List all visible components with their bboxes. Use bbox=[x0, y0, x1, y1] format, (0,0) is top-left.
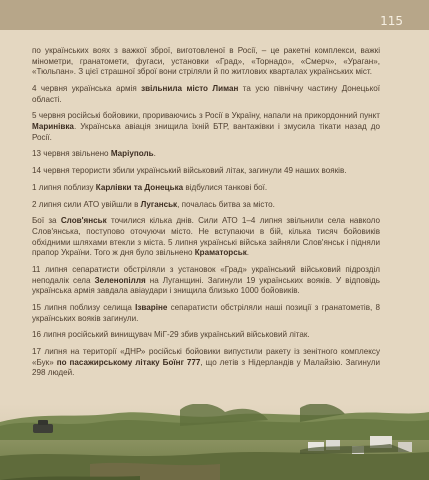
text-run: сепаратисти обстріляли наші позиції з гранатометів, 8 українських вояків загинули. bbox=[32, 302, 380, 323]
paragraph bbox=[32, 303, 380, 324]
text-run: , почалась битва за місто. bbox=[177, 199, 275, 209]
emphasis-text: звільнила місто Лиман bbox=[141, 83, 239, 93]
text-run: та усю північну частину Донецької області. bbox=[32, 83, 380, 104]
emphasis-text: Карлівки та Донецька bbox=[95, 182, 184, 192]
emphasis-text: Слов'янськ bbox=[60, 216, 107, 226]
text-run: 14 червня терористи збили український військовий літак, загинули 49 наших вояків. bbox=[32, 166, 347, 176]
emphasis-text: Ізваріне bbox=[135, 302, 168, 312]
text-run: на Луганщині. Загинули 19 українських вояків. У відповідь українська армія завдала авіаудари і знищила близько 1000 бойовиків. bbox=[32, 275, 380, 296]
text-run: відбулися танкові бої. bbox=[183, 182, 268, 192]
paragraph bbox=[32, 200, 380, 211]
text-run: 11 липня сепаратисти обстріляли з установок «Град» український військовий підрозділ неподалік села bbox=[32, 265, 380, 285]
text-run: по українських воях з важкої зброї, виготовленої в Росії, – це ракетні комплекси, важкі мінометри, гранатомети, фугаси, установки «Град», «Торнадо», «Смерч», «Ураган», «Тюльпан». З цієї страшної зброї вони стріляли й по житлових кварталах українських міст. bbox=[32, 46, 380, 77]
text-run: 2 липня сили АТО увійшли в bbox=[32, 199, 141, 209]
text-run: 4 червня українська армія bbox=[32, 83, 142, 93]
paragraph bbox=[32, 149, 380, 160]
text-run: 13 червня звільнено bbox=[32, 149, 111, 159]
emphasis-text: Маринівка bbox=[32, 121, 74, 131]
text-run: 5 червня російські бойовики, прориваючись з Росії в Україну, напали на прикордонний пункт bbox=[32, 111, 380, 121]
text-run: . Українська авіація знищила їхній БТР, вантажівки і змусила тікати назад до Росії. bbox=[32, 121, 380, 142]
paragraph bbox=[32, 183, 380, 194]
emphasis-text: по пасажирському літаку Боїнг 777 bbox=[56, 357, 201, 367]
emphasis-text: Маріуполь bbox=[110, 149, 154, 159]
paragraph bbox=[32, 216, 380, 258]
paragraph bbox=[32, 265, 380, 297]
page-number: 115 bbox=[380, 14, 403, 28]
text-run: точилися кілька днів. Сили АТО 1–4 липня звільнили села навколо Слов'янська, поступово оточуючи місто. Не вступаючи в бій, кілька тисяч бойовиків обхідними шляхами втекли з міста. 5 липня українські війська зайняли Слов'янськ і підняли прапор України. Того ж дня було звільнено bbox=[32, 216, 380, 258]
text-run: 1 липня поблизу bbox=[32, 182, 96, 192]
article-body bbox=[32, 46, 380, 385]
battlefield-photo bbox=[0, 404, 429, 480]
text-run: 17 липня на території «ДНР» російські бойовики випустили ракету із зенітного комплексу «Бук» bbox=[32, 347, 380, 367]
emphasis-text: Краматорськ bbox=[194, 248, 247, 258]
paragraph bbox=[32, 111, 380, 143]
header-band bbox=[0, 0, 429, 30]
text-run: Бої за bbox=[32, 216, 61, 226]
paragraph bbox=[32, 46, 380, 78]
text-run: . bbox=[246, 248, 250, 258]
text-run: 16 липня російський винищувач МіГ-29 збив український військовий літак. bbox=[32, 330, 310, 340]
paragraph bbox=[32, 84, 380, 105]
paragraph bbox=[32, 347, 380, 379]
text-run: . bbox=[153, 149, 156, 159]
emphasis-text: Луганськ bbox=[140, 199, 178, 209]
text-run: 15 липня поблизу селища bbox=[32, 302, 136, 312]
paragraph bbox=[32, 330, 380, 341]
paragraph bbox=[32, 166, 380, 177]
emphasis-text: Зеленопілля bbox=[94, 275, 146, 285]
text-run: , що летів з Нідерландів у Малайзію. Загинули 298 людей. bbox=[32, 357, 380, 378]
